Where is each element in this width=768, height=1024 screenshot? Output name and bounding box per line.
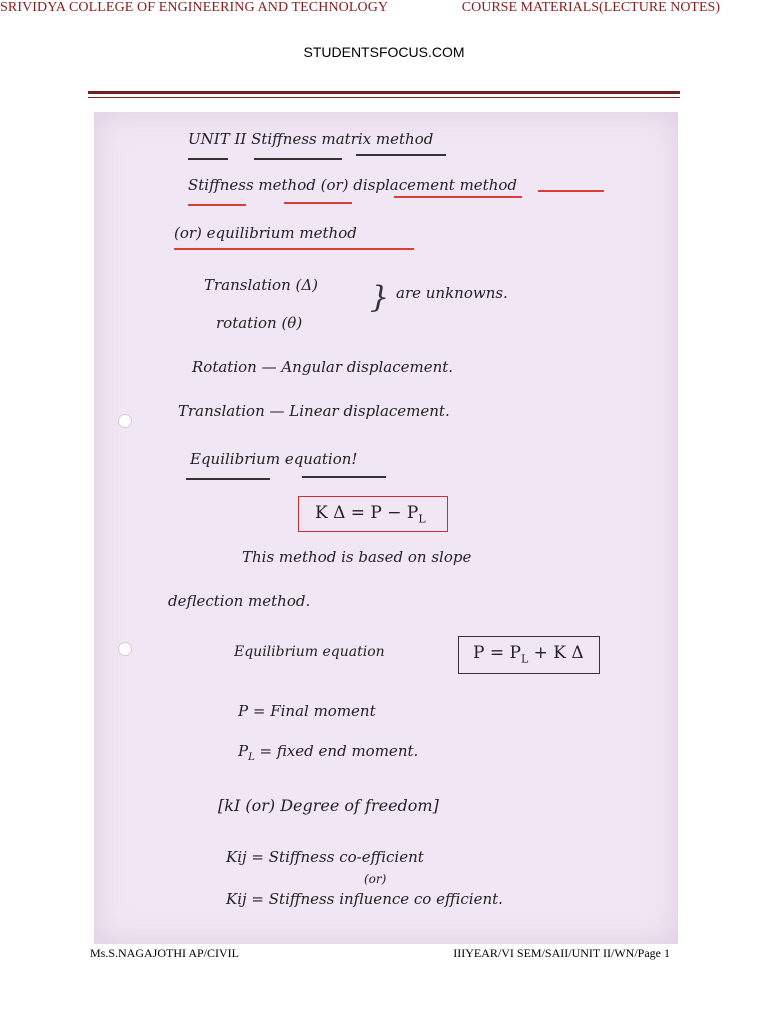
method-text-2: deflection method.: [168, 592, 311, 610]
underline: [356, 154, 446, 156]
header-rule-thin: [88, 97, 680, 98]
equation-main: K Δ = P − P: [315, 503, 419, 523]
pl-definition-text: = fixed end moment.: [254, 742, 419, 760]
site-name: STUDENTSFOCUS.COM: [303, 44, 465, 60]
underline: [284, 202, 352, 204]
underline: [538, 190, 604, 192]
equation-heading: Equilibrium equation!: [190, 450, 358, 468]
pl-definition: [238, 742, 418, 763]
underline: [188, 204, 246, 206]
underline: [188, 158, 228, 160]
pl-symbol: P: [238, 742, 249, 760]
equation-box: [298, 496, 448, 532]
rotation-definition: Rotation — Angular displacement.: [192, 358, 454, 376]
pl-subscript: L: [248, 752, 255, 763]
notes-line-1: Stiffness method (or) displacement method: [188, 176, 517, 194]
equation-2-rest: + K Δ: [528, 643, 584, 663]
unknowns-text: are unknowns.: [396, 284, 508, 302]
underline: [254, 158, 342, 160]
equation-subscript: L: [418, 512, 426, 526]
course-materials-label: COURSE MATERIALS(LECTURE NOTES): [461, 0, 720, 15]
brace: }: [370, 280, 390, 315]
translation-term: Translation (Δ): [204, 276, 319, 294]
equation-2-subscript: L: [520, 652, 529, 666]
kij-influence: Kij = Stiffness influence co efficient.: [226, 890, 503, 908]
header-rule: [88, 91, 680, 94]
or-text: (or): [364, 872, 387, 886]
rotation-term: rotation (θ): [216, 314, 303, 332]
handwritten-page: [94, 112, 678, 944]
underline: [174, 248, 414, 250]
method-text-1: This method is based on slope: [242, 548, 472, 566]
equation-box-2: [458, 636, 600, 674]
footer-author: Ms.S.NAGAJOTHI AP/CIVIL: [90, 946, 240, 960]
punch-hole: [118, 414, 132, 428]
punch-hole: [118, 642, 132, 656]
unit-title: UNIT II Stiffness matrix method: [188, 130, 434, 148]
footer-page: IIIYEAR/VI SEM/SAII/UNIT II/WN/Page 1: [453, 946, 670, 960]
underline: [186, 478, 270, 480]
college-name: SRIVIDYA COLLEGE OF ENGINEERING AND TECHNOLOGY: [0, 0, 389, 15]
translation-definition: Translation — Linear displacement.: [178, 402, 450, 420]
underline: [394, 196, 522, 198]
equation-text: [315, 503, 426, 525]
equation-2-text: [473, 643, 584, 665]
notes-line-2: (or) equilibrium method: [174, 224, 357, 242]
p-definition: P = Final moment: [238, 702, 376, 720]
equation-2-main: P = P: [473, 643, 521, 663]
equation-label: Equilibrium equation: [234, 644, 385, 660]
degree-of-freedom-note: [kI (or) Degree of freedom]: [218, 796, 439, 815]
underline: [302, 476, 386, 478]
kij-coefficient: Kij = Stiffness co-efficient: [226, 848, 424, 866]
